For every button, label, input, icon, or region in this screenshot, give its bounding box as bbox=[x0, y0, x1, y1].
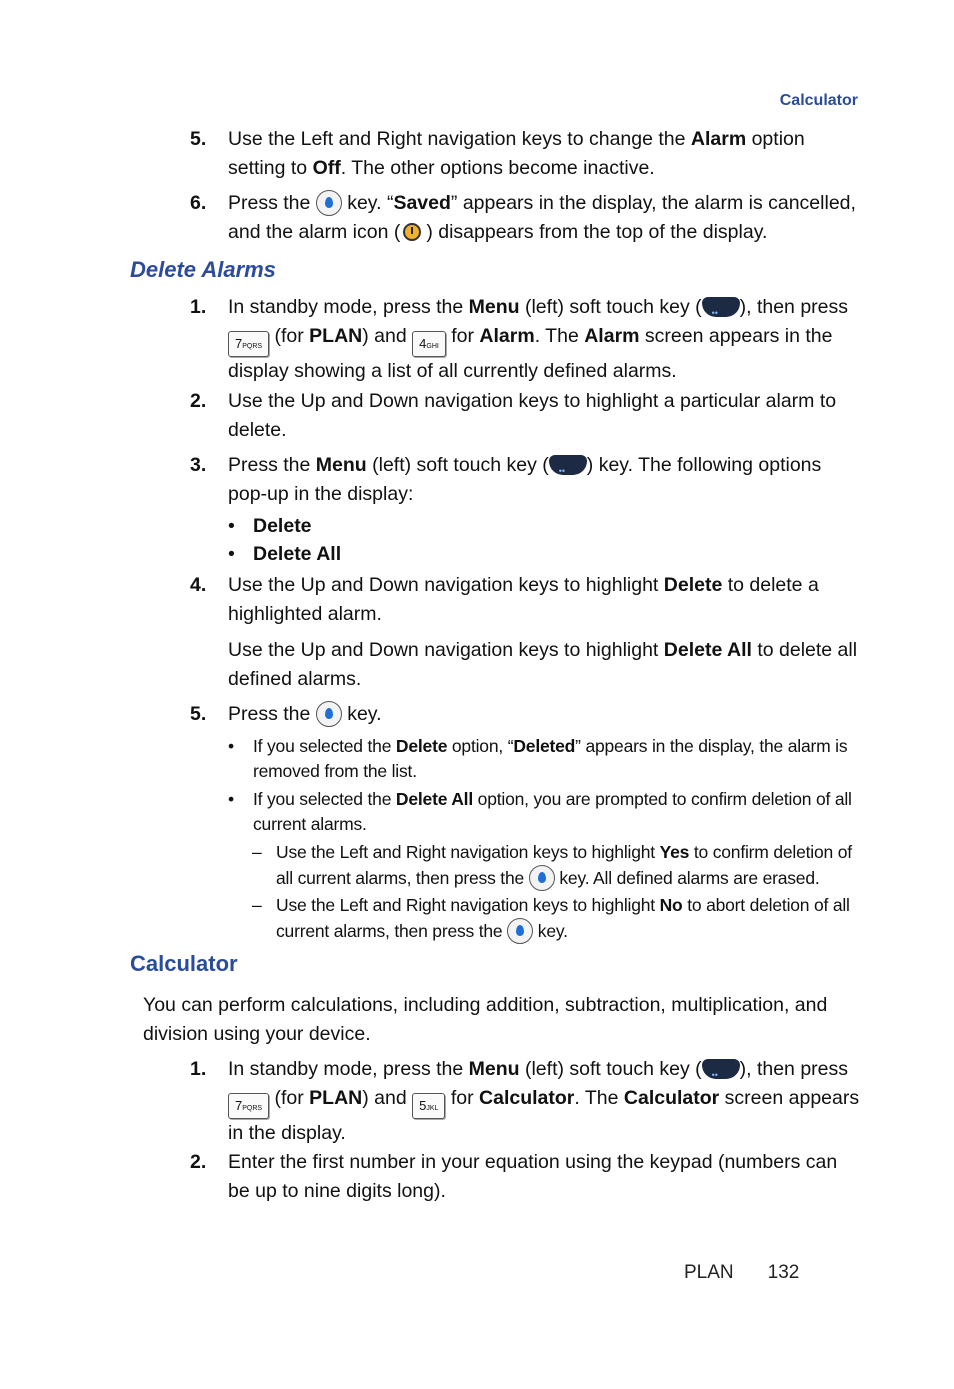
step-text: In standby mode, press the Menu (left) soft touch key (•• ), then press 7PQRS (for PLAN) and 4GHI for Alarm. The Alarm screen appears in the display showing a list of all currently defined alarms. bbox=[228, 293, 860, 386]
step-enter-number bbox=[190, 1148, 860, 1206]
option-list-item: • Delete bbox=[228, 512, 860, 540]
ok-key-icon bbox=[316, 190, 342, 216]
section-heading-calculator: Calculator bbox=[130, 951, 238, 976]
step-number: 5. bbox=[190, 128, 207, 150]
step-number: 2. bbox=[190, 390, 207, 412]
step-change-alarm-option bbox=[190, 125, 860, 183]
alarm-clock-icon bbox=[400, 220, 426, 244]
running-header: Calculator bbox=[779, 92, 858, 109]
sub-bullet-delete: • If you selected the Delete option, “Deleted” appears in the display, the alarm is removed from the list. bbox=[228, 736, 848, 781]
bullet-icon: • bbox=[228, 736, 234, 756]
bullet-icon: • bbox=[228, 789, 234, 809]
step-press-menu-options bbox=[190, 451, 860, 509]
dash-icon: – bbox=[252, 842, 262, 862]
step-number: 1. bbox=[190, 296, 207, 318]
step-press-ok-cancel bbox=[190, 189, 860, 247]
step-press-ok bbox=[190, 700, 860, 729]
step-number: 3. bbox=[190, 454, 207, 476]
bullet-icon: • bbox=[228, 543, 235, 565]
step-text: Enter the first number in your equation using the keypad (numbers can be up to nine digits long). bbox=[228, 1151, 838, 1202]
dash-item-yes: – Use the Left and Right navigation keys to highlight Yes to confirm deletion of all current alarms, then press the key. All defined alarms are erased. bbox=[252, 839, 852, 891]
key-7-icon: 7PQRS bbox=[228, 1093, 269, 1119]
step-open-alarm-screen bbox=[190, 293, 860, 386]
menu-soft-key-icon bbox=[549, 455, 587, 475]
step-number: 1. bbox=[190, 1058, 207, 1080]
step-text: In standby mode, press the Menu (left) soft touch key (•• ), then press 7PQRS (for PLAN) and 5JKL for Calculator. The Calculator screen appears in the display. bbox=[228, 1055, 860, 1148]
menu-soft-key-icon bbox=[702, 297, 740, 317]
dash-item-no: – Use the Left and Right navigation keys to highlight No to abort deletion of all current alarms, then press the key. bbox=[252, 892, 852, 944]
ok-key-icon bbox=[507, 918, 533, 944]
option-list-item: • Delete All bbox=[228, 540, 860, 568]
sub-bullet-delete-all: • If you selected the Delete All option, you are prompted to confirm deletion of all current alarms. bbox=[228, 789, 852, 834]
step-text: Press the Menu (left) soft touch key (•• ) key. The following options pop-up in the display: bbox=[228, 451, 860, 509]
step-number: 4. bbox=[190, 574, 207, 596]
step-number: 6. bbox=[190, 192, 207, 214]
step-highlight-delete-all: Use the Up and Down navigation keys to highlight Delete All to delete all defined alarms. bbox=[228, 639, 858, 690]
dash-icon: – bbox=[252, 895, 262, 915]
footer-label: PLAN bbox=[684, 1262, 734, 1283]
step-text: Use the Left and Right navigation keys to change the Alarm option setting to Off. The other options become inactive. bbox=[228, 128, 805, 179]
step-number: 5. bbox=[190, 703, 207, 725]
step-text: Press the key. bbox=[228, 703, 382, 725]
key-7-icon: 7PQRS bbox=[228, 331, 269, 357]
key-5-icon: 5JKL bbox=[412, 1093, 445, 1119]
section-heading-delete-alarms: Delete Alarms bbox=[130, 257, 276, 282]
key-4-icon: 4GHI bbox=[412, 331, 446, 357]
step-text: Use the Up and Down navigation keys to highlight Delete to delete a highlighted alarm. bbox=[228, 574, 819, 625]
ok-key-icon bbox=[316, 701, 342, 727]
step-highlight-delete bbox=[190, 571, 860, 629]
step-text: Use the Up and Down navigation keys to highlight a particular alarm to delete. bbox=[228, 390, 837, 441]
step-highlight-alarm bbox=[190, 387, 860, 445]
bullet-icon: • bbox=[228, 515, 235, 537]
step-number: 2. bbox=[190, 1151, 207, 1173]
page-footer bbox=[684, 1262, 799, 1284]
page-number: 132 bbox=[767, 1262, 800, 1283]
ok-key-icon bbox=[529, 865, 555, 891]
calculator-intro: You can perform calculations, including addition, subtraction, multiplication, and division using your device. bbox=[143, 994, 828, 1045]
menu-soft-key-icon bbox=[702, 1059, 740, 1079]
step-text: Press the key. “Saved” appears in the display, the alarm is cancelled, and the alarm icon ( ) disappears from the top of the display. bbox=[228, 192, 856, 243]
step-open-calculator bbox=[190, 1055, 860, 1148]
